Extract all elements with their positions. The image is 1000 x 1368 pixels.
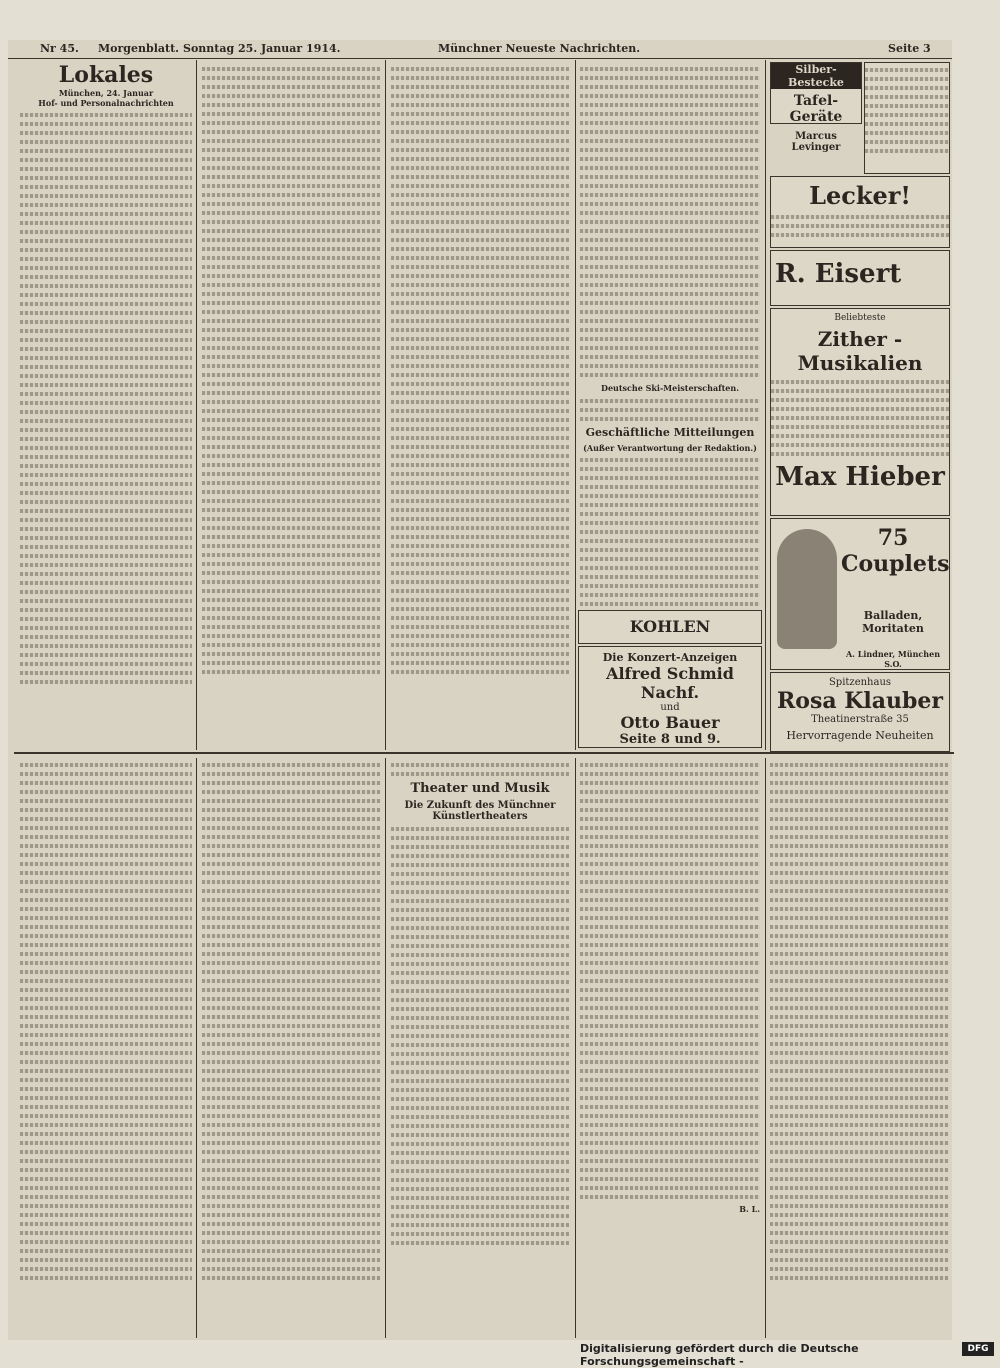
- kohlen-ad: KOHLEN: [578, 610, 762, 644]
- digitization-credit: Digitalisierung gefördert durch die Deutsche Forschungsgemeinschaft -: [580, 1342, 859, 1368]
- dateline: München, 24. Januar: [58, 88, 154, 98]
- article-text: [580, 67, 760, 377]
- lower-column-4: [580, 758, 760, 1338]
- zither-ad: Beliebteste Zither - Musikalien Max Hieber: [770, 308, 950, 516]
- classified-ads: [864, 62, 950, 174]
- page-number: Seite 3: [888, 42, 931, 55]
- date: Sonntag 25. Januar 1914.: [183, 42, 341, 55]
- lower-column-5: [770, 758, 948, 1338]
- clown-figure: [777, 529, 837, 649]
- column-3: [391, 62, 569, 750]
- article-text: [391, 67, 569, 674]
- signature: B. L.: [739, 1204, 760, 1214]
- edition: Morgenblatt.: [98, 42, 179, 55]
- eisert-ad: R. Eisert: [770, 250, 950, 306]
- page-header: [8, 40, 952, 59]
- business-heading: Geschäftliche Mitteilungen: [585, 426, 755, 439]
- section-title: Lokales: [58, 62, 154, 88]
- column-lokales: [20, 62, 192, 750]
- theater-title: Theater und Musik: [410, 781, 550, 796]
- theater-subtitle: Die Zukunft des Münchner Künstlertheaters: [404, 800, 556, 822]
- klauber-ad-top: Spitzenhaus Rosa Klauber Theatinerstraße 35 Hervorragende Neuheiten: [770, 672, 950, 752]
- subsection: Hof- und Personalnachrichten: [38, 98, 174, 108]
- issue-number: Nr 45.: [40, 42, 79, 55]
- couplets-ad: 75 Couplets Balladen, Moritaten A. Lindner, München S.O.: [770, 518, 950, 670]
- column-4: [580, 62, 760, 607]
- lower-column-theater: [391, 758, 569, 1338]
- dfg-logo: DFG: [962, 1342, 994, 1356]
- lower-column-1: [20, 758, 192, 1338]
- business-subheading: (Außer Verantwortung der Redaktion.): [583, 443, 757, 453]
- article-text: [202, 67, 380, 674]
- silber-ad: Silber-Bestecke Tafel-Geräte Marcus Levinger: [770, 62, 862, 124]
- column-2: [202, 62, 380, 750]
- article-text: [20, 113, 192, 684]
- paper-name: Münchner Neueste Nachrichten.: [438, 42, 641, 55]
- konzert-ad: Die Konzert-Anzeigen Alfred Schmid Nachf. und Otto Bauer Seite 8 und 9.: [578, 646, 762, 748]
- ski-heading: Deutsche Ski-Meisterschaften.: [601, 383, 739, 393]
- lower-column-2: [202, 758, 380, 1338]
- lecker-ad: Lecker!: [770, 176, 950, 248]
